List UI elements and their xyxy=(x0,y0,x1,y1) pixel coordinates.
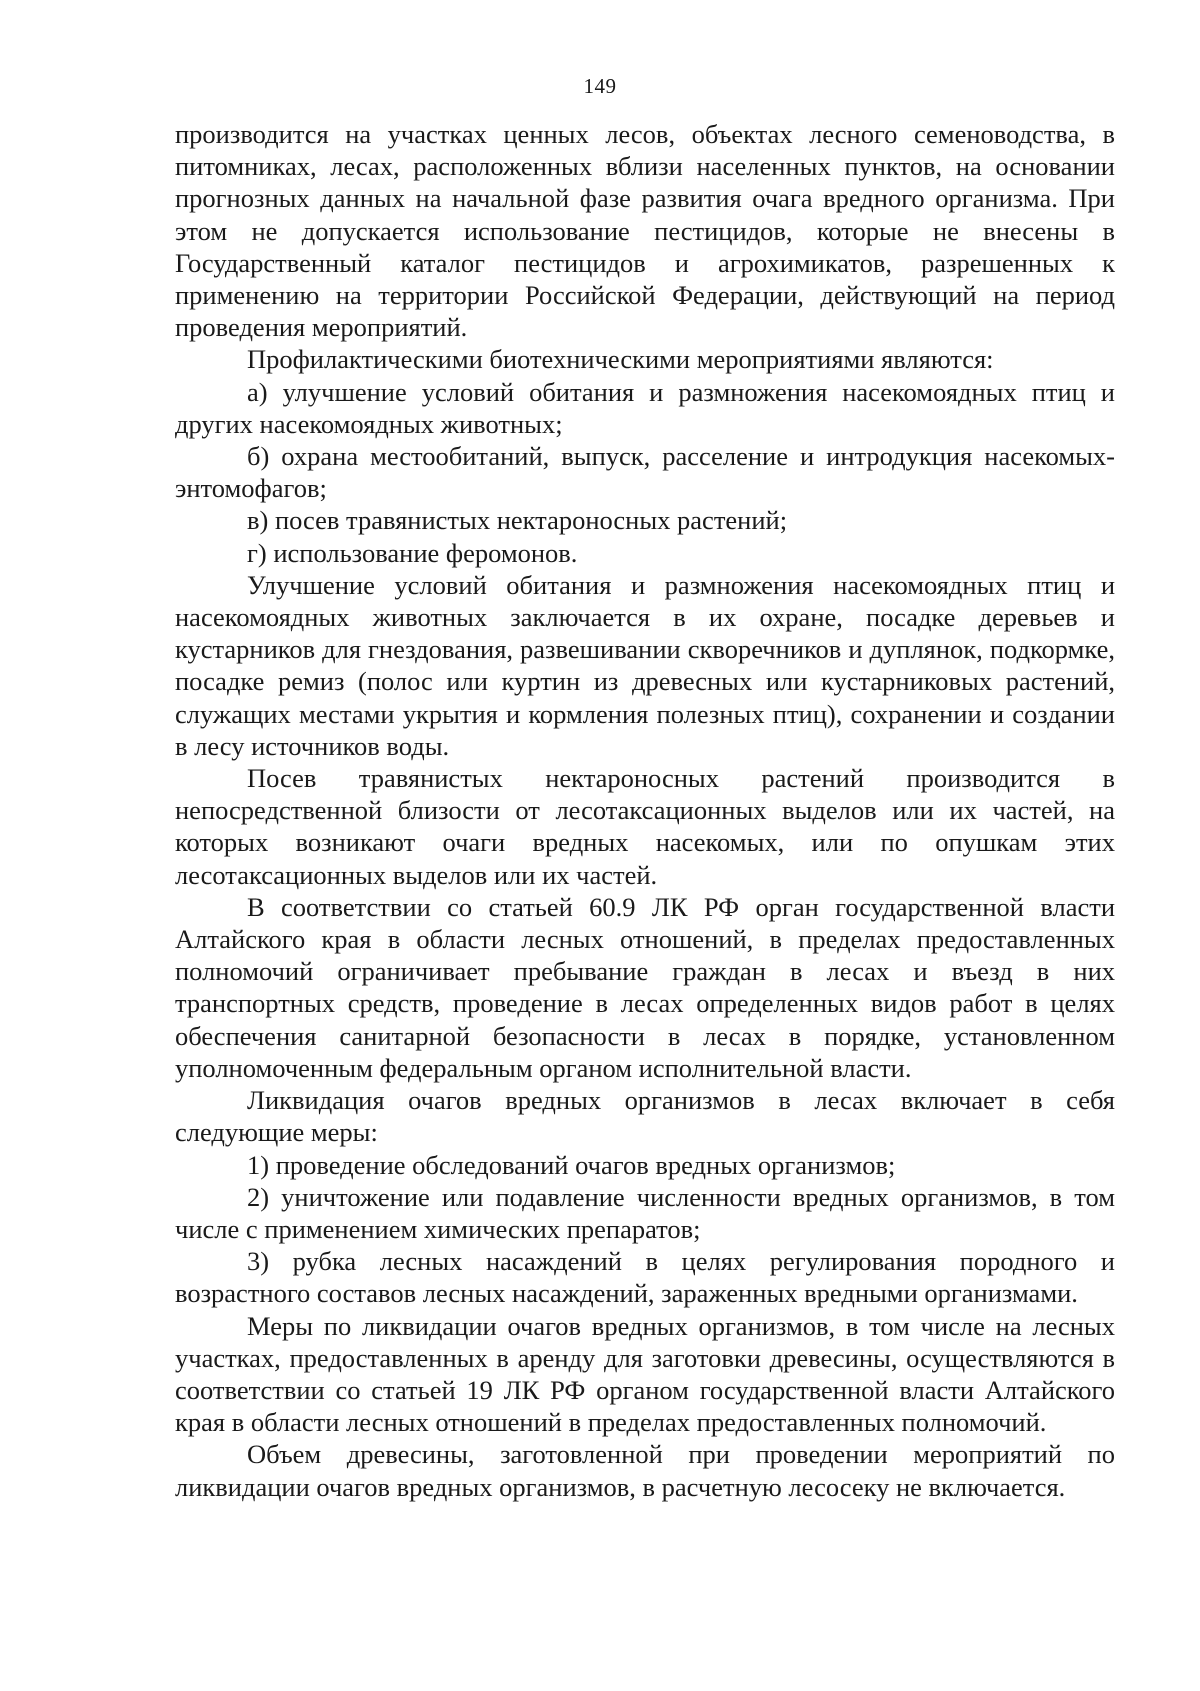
paragraph: производится на участках ценных лесов, объектах лесного семеноводства, в питомниках, лесах, расположенных вблизи населенных пунктов, на основании прогнозных данных на начальной фазе развития очага вредного организма. При этом не допускается использование пестицидов, которые не внесены в Государственный каталог пестицидов и агрохимикатов, разрешенных к применению на территории Российской Федерации, действующий на период проведения мероприятий. xyxy=(175,119,1115,343)
list-item: в) посев травянистых нектароносных растений; xyxy=(247,505,788,536)
list-item: 1) проведение обследований очагов вредных организмов; xyxy=(247,1149,896,1180)
list-item: б) охрана местообитаний, выпуск, расселение и интродукция насекомых-энтомофагов; xyxy=(175,441,1115,504)
paragraph: Ликвидация очагов вредных организмов в лесах включает в себя следующие меры: xyxy=(175,1085,1115,1148)
paragraph: Объем древесины, заготовленной при проведении мероприятий по ликвидации очагов вредных организмов, в расчетную лесосеку не включается. xyxy=(175,1439,1115,1502)
paragraph: Улучшение условий обитания и размножения насекомоядных птиц и насекомоядных животных заключается в их охране, посадке деревьев и кустарников для гнездования, развешивании скворечников и дуплянок, подкормке, посадке ремиз (полос или куртин из древесных или кустарниковых растений, служащих местами укрытия и кормления полезных птиц), сохранении и создании в лесу источников воды. xyxy=(175,569,1115,761)
paragraph: Меры по ликвидации очагов вредных организмов, в том числе на лесных участках, предоставленных в аренду для заготовки древесины, осуществляются в соответствии со статьей 19 ЛК РФ органом государственной власти Алтайского края в области лесных отношений в пределах предоставленных полномочий. xyxy=(175,1310,1115,1438)
list-item: 2) уничтожение или подавление численности вредных организмов, в том числе с применением химических препаратов; xyxy=(175,1181,1115,1244)
list-item: г) использование феромонов. xyxy=(247,537,578,568)
list-item: 3) рубка лесных насаждений в целях регулирования породного и возрастного составов лесных насаждений, зараженных вредными организмами. xyxy=(175,1246,1115,1309)
body-text xyxy=(175,118,1115,1503)
page-number: 149 xyxy=(583,74,617,98)
paragraph: В соответствии со статьей 60.9 ЛК РФ орган государственной власти Алтайского края в области лесных отношений, в пределах предоставленных полномочий ограничивает пребывание граждан в лесах и въезд в них транспортных средств, проведение в лесах определенных видов работ в целях обеспечения санитарной безопасности в лесах в порядке, установленном уполномоченным федеральным органом исполнительной власти. xyxy=(175,891,1115,1083)
paragraph: Профилактическими биотехническими мероприятиями являются: xyxy=(247,344,994,375)
list-item: а) улучшение условий обитания и размножения насекомоядных птиц и других насекомоядных животных; xyxy=(175,376,1115,439)
paragraph: Посев травянистых нектароносных растений производится в непосредственной близости от лесотаксационных выделов или их частей, на которых возникают очаги вредных насекомых, или по опушкам этих лесотаксационных выделов или их частей. xyxy=(175,763,1115,890)
